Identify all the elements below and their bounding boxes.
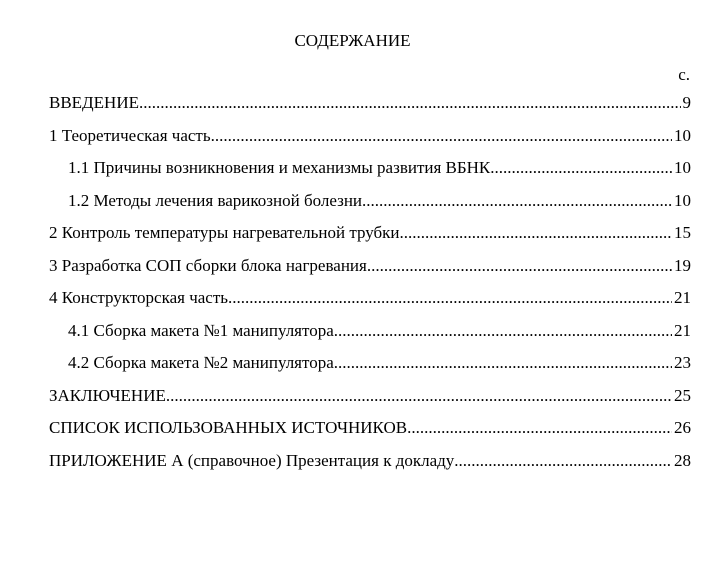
dot-leader (228, 287, 672, 309)
toc-entry-page: 10 (674, 158, 691, 177)
toc-entry-page: 15 (674, 223, 691, 242)
dot-leader (454, 450, 672, 472)
toc-entry-label: 1.2 Методы лечения варикозной болезни (68, 190, 363, 210)
toc-entry (49, 320, 691, 353)
dot-leader (490, 157, 672, 179)
toc-entry-page: 9 (682, 93, 691, 112)
dot-leader (211, 125, 672, 147)
toc-entry-page: 21 (674, 288, 691, 307)
toc-entry (49, 255, 691, 288)
toc-entry (49, 385, 691, 418)
toc-entry (49, 157, 691, 190)
table-of-contents (49, 92, 691, 482)
page-title: СОДЕРЖАНИЕ (294, 31, 411, 50)
toc-entry-label: 1.1 Причины возникновения и механизмы развития ВБНК (68, 158, 491, 177)
dot-leader (362, 190, 672, 212)
dot-leader (334, 352, 672, 374)
dot-leader (334, 320, 672, 342)
toc-entry-label: 4.2 Сборка макета №2 манипулятора (68, 353, 334, 372)
toc-entry-page: 23 (674, 353, 691, 372)
toc-entry (49, 92, 691, 125)
toc-entry (49, 352, 691, 385)
toc-entry (49, 417, 691, 450)
dot-leader (166, 385, 672, 407)
toc-entry (49, 450, 691, 483)
toc-entry-label: 3 Разработка СОП сборки блока нагревания (49, 255, 367, 275)
toc-entry (49, 222, 691, 255)
dot-leader (367, 255, 672, 277)
toc-entry (49, 287, 691, 320)
toc-entry-page: 19 (674, 255, 691, 275)
toc-entry-page: 10 (674, 190, 691, 210)
toc-entry-label: 4.1 Сборка макета №1 манипулятора (68, 320, 334, 340)
toc-entry-label: 2 Контроль температуры нагревательной трубки (49, 223, 400, 242)
toc-entry-page: 26 (674, 418, 691, 437)
toc-entry-label: ВВЕДЕНИЕ (49, 93, 139, 112)
toc-entry-label: 1 Теоретическая часть (49, 125, 211, 145)
toc-entry-label: ЗАКЛЮЧЕНИЕ (49, 385, 166, 405)
toc-entry-page: 21 (674, 320, 691, 340)
dot-leader (400, 222, 672, 244)
toc-entry-page: 25 (674, 385, 691, 405)
toc-entry (49, 125, 691, 158)
toc-entry (49, 190, 691, 223)
toc-entry-label: 4 Конструкторская часть (49, 288, 229, 307)
page-column-label: с. (678, 65, 690, 84)
toc-entry-label: СПИСОК ИСПОЛЬЗОВАННЫХ ИСТОЧНИКОВ (49, 418, 408, 437)
dot-leader (139, 92, 681, 114)
toc-entry-page: 10 (674, 125, 691, 145)
dot-leader (407, 417, 672, 439)
toc-entry-label: ПРИЛОЖЕНИЕ А (справочное) Презентация к докладу (49, 450, 455, 470)
toc-entry-page: 28 (674, 450, 691, 470)
